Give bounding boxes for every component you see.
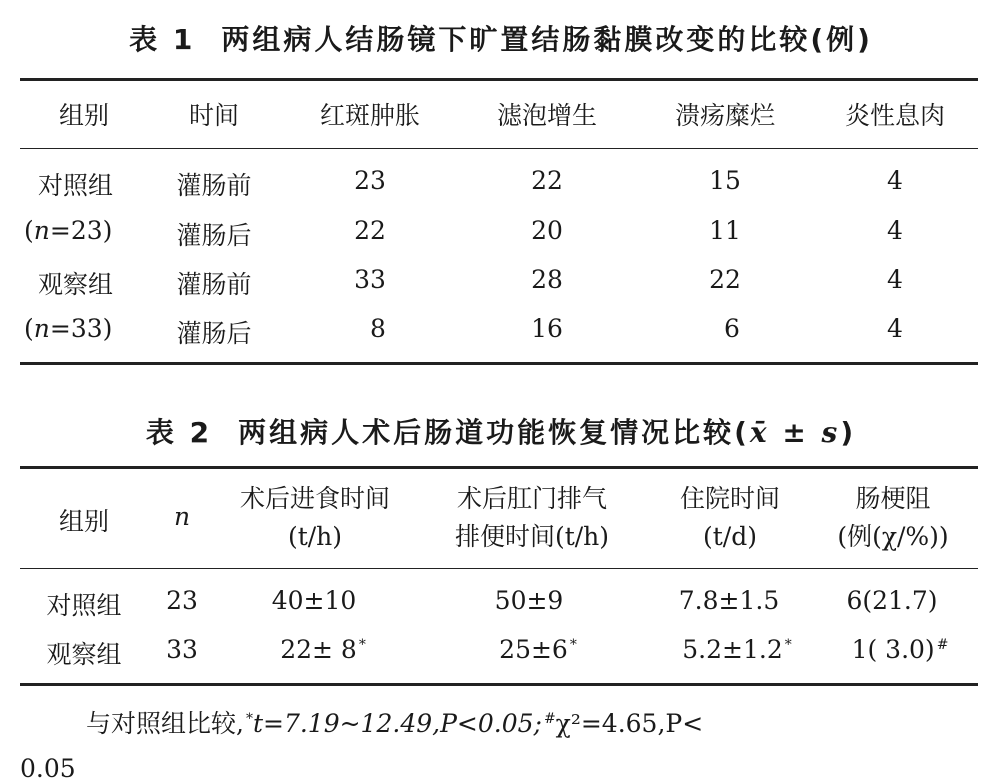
table1-cell: 4	[887, 216, 903, 245]
table2-mid-rule	[20, 568, 978, 569]
table1-header-follicular: 滤泡增生	[496, 101, 598, 130]
table1-cell-time: 灌肠后	[176, 221, 252, 250]
table1-group-control: 对照组	[38, 171, 114, 200]
table2-cell-n: 23	[166, 586, 198, 615]
table1-cell: 15	[709, 166, 741, 195]
table1-cell-time: 灌肠后	[176, 319, 252, 348]
table1-cell: 4	[887, 314, 903, 343]
table1-mid-rule	[20, 148, 978, 149]
table2-header-group: 组别	[58, 507, 110, 536]
table1-header-ulcer: 溃疡糜烂	[674, 101, 776, 130]
table1-top-rule	[20, 78, 978, 81]
table1-cell: 22	[531, 166, 563, 195]
table2-cell-group: 对照组	[46, 591, 122, 620]
table1-header-time: 时间	[188, 101, 240, 130]
table2-title-text: 两组病人术后肠道功能恢复情况比较(	[238, 416, 750, 449]
table1-group-observe: 观察组	[38, 270, 114, 299]
table2-bottom-rule	[20, 683, 978, 686]
table2-header-hospital-days: 住院时间 (t/d)	[679, 484, 781, 551]
table2-cell: 40±10	[271, 586, 357, 615]
table1-group-observe-n: (n=33)	[24, 314, 113, 343]
table2-header-flatus-time: 术后肛门排气 排便时间(t/h)	[454, 484, 610, 551]
table1-cell: 22	[354, 216, 386, 245]
table1-cell-time: 灌肠前	[176, 171, 252, 200]
table1-cell: 22	[709, 265, 741, 294]
table2-cell: 50±9	[494, 586, 564, 615]
table2-cell-group: 观察组	[46, 640, 122, 669]
table2-cell: 6(21.7)	[846, 586, 938, 615]
table2-cell: 25±6 *	[499, 635, 577, 664]
table1-bottom-rule	[20, 362, 978, 365]
table2-header-obstruction: 肠梗阻 (例(χ/%))	[837, 484, 949, 551]
table1-header-group: 组别	[58, 101, 110, 130]
table2-cell-n: 33	[166, 635, 198, 664]
table1-cell: 16	[531, 314, 563, 343]
table2-title: 表 2 两组病人术后肠道功能恢复情况比较(x̄ ± s)	[145, 416, 857, 449]
table1-title-number: 表 1	[129, 23, 196, 56]
table1-cell: 11	[709, 216, 741, 245]
table1-cell: 4	[887, 265, 903, 294]
table2-footnote: 与对照组比较, *t=7.19~12.49,P<0.05; #χ²=4.65,P<	[86, 709, 704, 738]
table2-header-meal-time: 术后进食时间 (t/h)	[239, 484, 391, 551]
table2-cell: 22± 8 *	[280, 635, 366, 664]
table1-header-erythema: 红斑肿胀	[319, 101, 421, 130]
table1-cell: 33	[354, 265, 386, 294]
table2-title-expression: x̄ ± s	[749, 416, 841, 449]
table1-cell: 4	[887, 166, 903, 195]
table2-cell: 7.8±1.5	[678, 586, 780, 615]
table1-cell: 6	[724, 314, 740, 343]
table1-cell: 8	[370, 314, 386, 343]
table2-header-n: n	[173, 502, 191, 531]
table1-cell-time: 灌肠前	[176, 270, 252, 299]
table1-cell: 20	[531, 216, 563, 245]
table1-title-text: 两组病人结肠镜下旷置结肠黏膜改变的比较(例)	[221, 23, 873, 56]
table2-footnote-continued: 0.05	[20, 754, 76, 783]
table1-header-polyp: 炎性息肉	[844, 101, 946, 130]
table1-title	[0, 18, 1002, 58]
table2-cell: 5.2±1.2 *	[682, 635, 792, 664]
table1-cell: 23	[354, 166, 386, 195]
table2-title-number: 表 2	[145, 416, 213, 449]
table1-cell: 28	[531, 265, 563, 294]
table2-cell: 1( 3.0) #	[851, 635, 949, 664]
table2-top-rule	[20, 466, 978, 469]
table1-group-control-n: (n=23)	[24, 216, 113, 245]
